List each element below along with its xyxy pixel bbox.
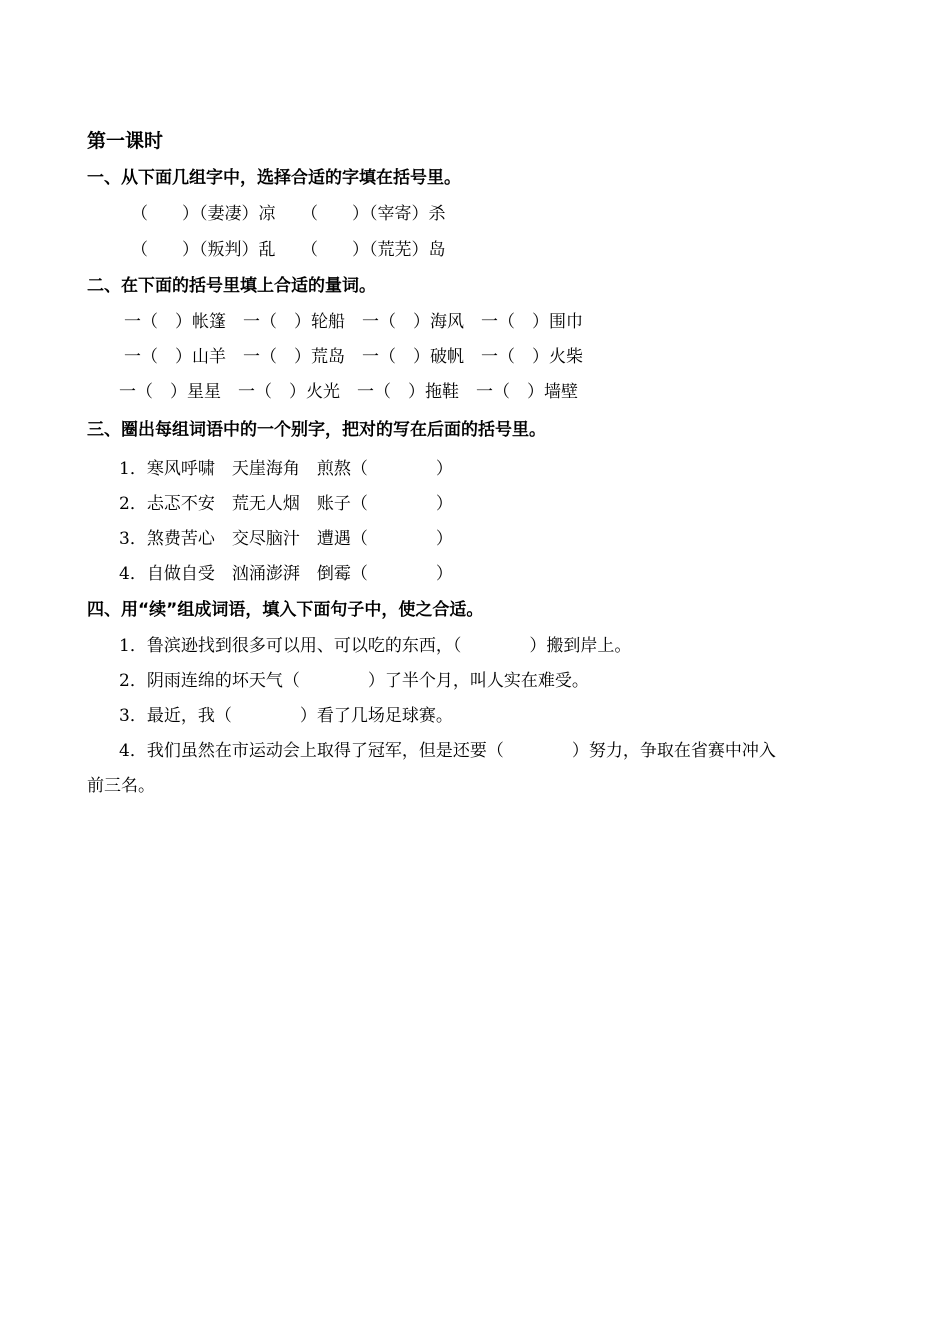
section-3-line-3: 3．煞费苦心 交尽脑汁 遭遇（ ）: [119, 529, 453, 549]
section-1-line-2: （ ）（叛判）乱 （ ）（荒芜）岛: [131, 240, 446, 260]
section-2-line-1: 一（ ）帐篷 一（ ）轮船 一（ ）海风 一（ ）围巾: [124, 312, 583, 332]
section-3-line-2: 2．忐忑不安 荒无人烟 账子（ ）: [119, 494, 453, 514]
section-2-heading: 二、在下面的括号里填上合适的量词。: [87, 276, 376, 296]
section-4-heading: 四、用“续”组成词语，填入下面句子中，使之合适。: [87, 600, 484, 620]
section-4-line-4: 4．我们虽然在市运动会上取得了冠军，但是还要（ ）努力，争取在省赛中冲入: [119, 741, 776, 761]
lesson-title: 第一课时: [87, 130, 164, 152]
section-3-heading: 三、圈出每组词语中的一个别字，把对的写在后面的括号里。: [87, 420, 546, 440]
section-4-line-3: 3．最近，我（ ）看了几场足球赛。: [119, 706, 453, 726]
section-3-line-4: 4．自做自受 汹涌澎湃 倒霉（ ）: [119, 564, 453, 584]
section-4-line-4-continued: 前三名。: [87, 776, 155, 796]
section-4-line-1: 1．鲁滨逊找到很多可以用、可以吃的东西，（ ）搬到岸上。: [119, 636, 632, 656]
section-3-line-1: 1．寒风呼啸 天崖海角 煎熬（ ）: [119, 459, 453, 479]
section-2-line-2: 一（ ）山羊 一（ ）荒岛 一（ ）破帆 一（ ）火柴: [124, 347, 583, 367]
section-4-line-2: 2．阴雨连绵的坏天气（ ）了半个月，叫人实在难受。: [119, 671, 589, 691]
section-1-heading: 一、从下面几组字中，选择合适的字填在括号里。: [87, 168, 461, 188]
section-1-line-1: （ ）（妻凄）凉 （ ）（宰寄）杀: [131, 204, 446, 224]
section-2-line-3: 一（ ）星星 一（ ）火光 一（ ）拖鞋 一（ ）墙壁: [119, 382, 578, 402]
